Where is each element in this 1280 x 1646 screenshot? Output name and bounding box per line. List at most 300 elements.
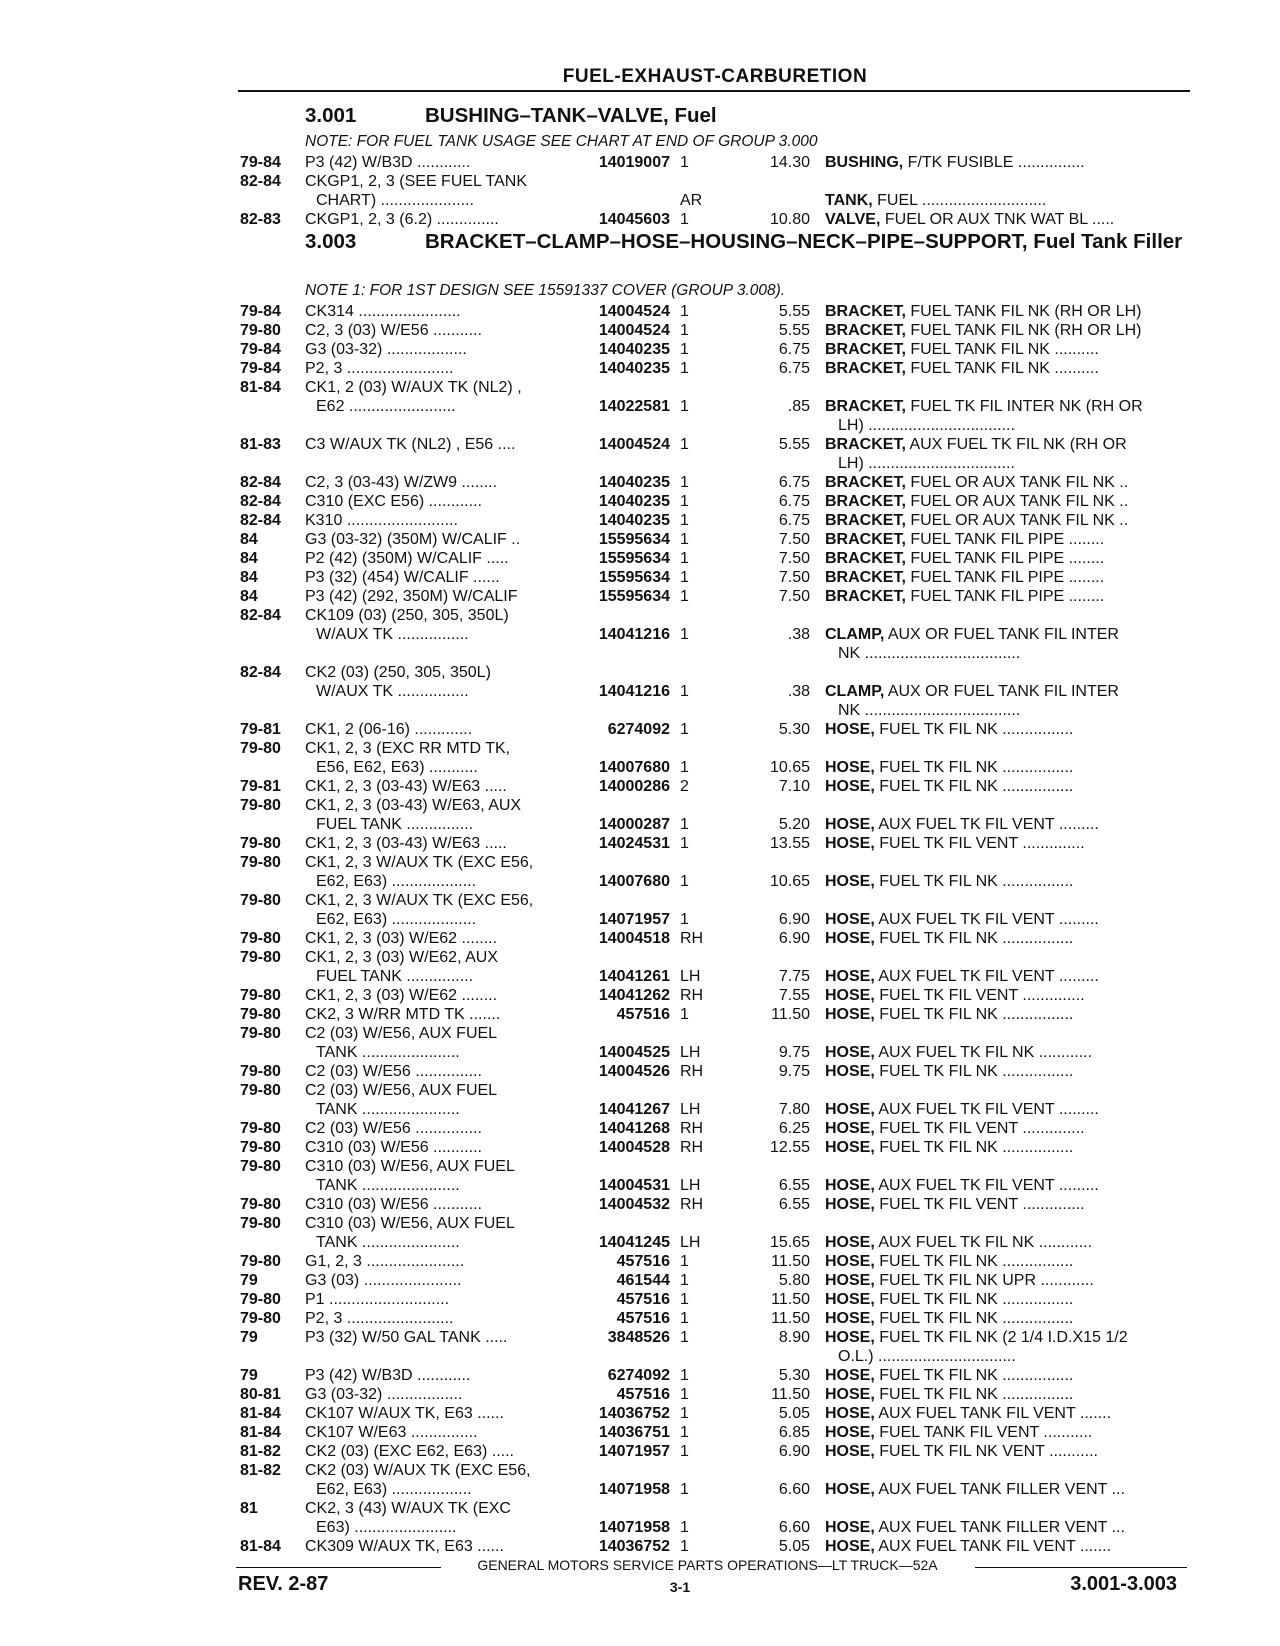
part-name: BUSHING,	[825, 154, 904, 171]
part-detail: FUEL TANK FIL PIPE ........	[905, 588, 1105, 605]
parts-row	[0, 587, 1280, 606]
part-description	[825, 397, 1143, 416]
part-description	[825, 210, 1114, 229]
part-detail: AUX FUEL TK FIL NK ............	[874, 1044, 1093, 1061]
part-number: 6274092	[607, 721, 670, 738]
parts-row	[0, 1404, 1280, 1423]
list-price: 7.80	[778, 1101, 810, 1118]
part-number: 14041262	[598, 987, 670, 1004]
part-name: HOSE,	[825, 1120, 875, 1137]
part-description	[825, 625, 1119, 644]
part-name: BRACKET,	[825, 360, 906, 377]
model-years: 79-80	[240, 740, 281, 757]
part-detail: FUEL OR AUX TANK FIL NK ..	[905, 512, 1129, 529]
application: CK1, 2 (06-16) .............	[305, 721, 473, 738]
model-years: 81-84	[240, 379, 281, 396]
parts-row	[0, 1442, 1280, 1461]
part-name: HOSE,	[825, 1481, 875, 1498]
list-price: 11.50	[771, 1291, 810, 1308]
header-rule	[238, 90, 1190, 92]
part-detail: AUX FUEL TANK FILLER VENT ...	[874, 1519, 1125, 1536]
part-description	[825, 834, 1085, 853]
list-price: 5.30	[778, 721, 810, 738]
quantity: RH	[680, 1120, 704, 1137]
application: P3 (42) (292, 350M) W/CALIF	[305, 588, 518, 605]
part-description	[825, 191, 1046, 210]
application: G3 (03-32) (350M) W/CALIF ..	[305, 531, 521, 548]
quantity: 1	[680, 436, 689, 453]
model-years: 79-80	[240, 1025, 281, 1042]
list-price: 5.80	[778, 1272, 810, 1289]
list-price: 15.65	[769, 1234, 810, 1251]
part-detail: FUEL TK FIL NK ................	[874, 1386, 1074, 1403]
part-name: TANK,	[825, 192, 873, 209]
application: FUEL TANK ...............	[316, 968, 474, 985]
part-name: HOSE,	[825, 873, 875, 890]
application: CK1, 2, 3 W/AUX TK (EXC E56,	[305, 892, 534, 909]
application: CKGP1, 2, 3 (6.2) ..............	[305, 211, 499, 228]
part-description	[838, 1347, 1016, 1366]
part-detail: FUEL TK FIL VENT ..............	[874, 1196, 1085, 1213]
part-number: 14000287	[598, 816, 670, 833]
model-years: 81-82	[240, 1443, 281, 1460]
quantity: 1	[680, 154, 689, 171]
parts-row	[0, 191, 1280, 210]
quantity: 1	[680, 1367, 689, 1384]
part-detail: FUEL TK FIL NK ................	[874, 1291, 1074, 1308]
part-name: VALVE,	[825, 211, 881, 228]
quantity: RH	[680, 1063, 704, 1080]
quantity: 1	[680, 341, 689, 358]
part-description	[825, 435, 1127, 454]
part-number: 14000286	[598, 778, 670, 795]
model-years: 81-84	[240, 1424, 281, 1441]
footer-revision: REV. 2-87	[238, 1573, 329, 1595]
part-detail: FUEL TANK FIL NK (RH OR LH)	[905, 303, 1142, 320]
part-number: 14041245	[598, 1234, 670, 1251]
parts-row	[0, 416, 1280, 435]
group-title: BUSHING–TANK–VALVE, Fuel	[425, 104, 717, 127]
part-description	[825, 530, 1104, 549]
quantity: 1	[680, 1272, 689, 1289]
part-detail: AUX FUEL TK FIL NK (RH OR	[905, 436, 1127, 453]
list-price: 5.05	[778, 1538, 810, 1555]
list-price: 6.75	[778, 474, 810, 491]
part-detail: FUEL TK FIL NK ................	[874, 759, 1074, 776]
model-years: 79-84	[240, 154, 281, 171]
parts-row	[0, 1252, 1280, 1271]
model-years: 82-84	[240, 512, 281, 529]
part-number: 14004532	[598, 1196, 670, 1213]
footer-section-range: 3.001-3.003	[1070, 1573, 1177, 1595]
application: C310 (03) W/E56 ...........	[305, 1139, 482, 1156]
application: CK1, 2, 3 W/AUX TK (EXC E56,	[305, 854, 534, 871]
parts-row	[0, 511, 1280, 530]
list-price: 14.30	[769, 154, 810, 171]
parts-row	[0, 549, 1280, 568]
model-years: 84	[240, 531, 258, 548]
quantity: LH	[680, 1177, 701, 1194]
list-price: 8.90	[778, 1329, 810, 1346]
part-name: HOSE,	[825, 1386, 875, 1403]
quantity: 1	[680, 303, 689, 320]
part-number: 461544	[616, 1272, 670, 1289]
part-number: 14041267	[598, 1101, 670, 1118]
part-name: HOSE,	[825, 1310, 875, 1327]
part-number: 14024531	[598, 835, 670, 852]
quantity: 1	[680, 550, 689, 567]
part-detail: AUX FUEL TANK FIL VENT .......	[874, 1538, 1112, 1555]
part-description	[825, 1176, 1099, 1195]
application: CK1, 2 (03) W/AUX TK (NL2) ,	[305, 379, 522, 396]
part-name: HOSE,	[825, 1443, 875, 1460]
list-price: 11.50	[771, 1253, 810, 1270]
part-description	[825, 929, 1073, 948]
parts-row	[0, 815, 1280, 834]
group-title: BRACKET–CLAMP–HOSE–HOUSING–NECK–PIPE–SUPPORT, Fuel Tank Filler	[425, 230, 1183, 253]
quantity: RH	[680, 1139, 704, 1156]
list-price: 10.80	[769, 211, 810, 228]
part-detail: AUX FUEL TK FIL VENT .........	[874, 1177, 1099, 1194]
part-description	[825, 872, 1073, 891]
model-years: 79-80	[240, 797, 281, 814]
parts-row	[0, 1423, 1280, 1442]
part-number: 457516	[616, 1310, 670, 1327]
part-number: 14041216	[598, 683, 670, 700]
model-years: 82-84	[240, 607, 281, 624]
model-years: 79-84	[240, 360, 281, 377]
parts-row	[0, 435, 1280, 454]
application: TANK ......................	[316, 1044, 460, 1061]
quantity: 1	[680, 873, 689, 890]
list-price: 6.75	[778, 341, 810, 358]
quantity: 1	[680, 322, 689, 339]
application: G3 (03) ......................	[305, 1272, 462, 1289]
footer-rule-right	[975, 1567, 1187, 1568]
parts-row	[0, 1214, 1280, 1233]
part-description	[825, 1537, 1111, 1556]
list-price: 5.20	[778, 816, 810, 833]
model-years: 79-80	[240, 1215, 281, 1232]
parts-row	[0, 1461, 1280, 1480]
list-price: 5.55	[778, 322, 810, 339]
quantity: 1	[680, 683, 689, 700]
part-detail: AUX FUEL TK FIL VENT .........	[874, 816, 1099, 833]
model-years: 81-84	[240, 1538, 281, 1555]
part-detail: FUEL TK FIL NK ................	[874, 1310, 1074, 1327]
application: CK309 W/AUX TK, E63 ......	[305, 1538, 504, 1555]
application: CK1, 2, 3 (03-43) W/E63 .....	[305, 778, 507, 795]
application: CK107 W/E63 ...............	[305, 1424, 478, 1441]
model-years: 82-84	[240, 173, 281, 190]
part-description	[825, 682, 1119, 701]
part-number: 15595634	[598, 531, 670, 548]
part-name: BRACKET,	[825, 303, 906, 320]
part-number: 457516	[616, 1386, 670, 1403]
parts-row	[0, 473, 1280, 492]
model-years: 79-80	[240, 1006, 281, 1023]
parts-row	[0, 891, 1280, 910]
part-name: HOSE,	[825, 968, 875, 985]
application: C3 W/AUX TK (NL2) , E56 ....	[305, 436, 516, 453]
model-years: 79-81	[240, 721, 281, 738]
application: CK2, 3 W/RR MTD TK .......	[305, 1006, 501, 1023]
application: CK2, 3 (43) W/AUX TK (EXC	[305, 1500, 511, 1517]
model-years: 79-80	[240, 1139, 281, 1156]
model-years: 81	[240, 1500, 258, 1517]
list-price: 7.50	[778, 588, 810, 605]
model-years: 79-84	[240, 303, 281, 320]
list-price: 11.50	[771, 1310, 810, 1327]
parts-row	[0, 397, 1280, 416]
application: C310 (03) W/E56, AUX FUEL	[305, 1158, 515, 1175]
model-years: 79-80	[240, 949, 281, 966]
application: P1 ...........................	[305, 1291, 450, 1308]
part-detail: FUEL TANK FIL PIPE ........	[905, 569, 1105, 586]
list-price: 6.90	[778, 930, 810, 947]
page-header-title: FUEL-EXHAUST-CARBURETION	[562, 66, 868, 87]
part-number: 14071958	[598, 1519, 670, 1536]
quantity: RH	[680, 987, 704, 1004]
list-price: 6.55	[778, 1196, 810, 1213]
part-number: 14004524	[598, 303, 670, 320]
part-name: HOSE,	[825, 987, 875, 1004]
parts-row	[0, 454, 1280, 473]
part-number: 6274092	[607, 1367, 670, 1384]
model-years: 84	[240, 569, 258, 586]
application: CK314 .......................	[305, 303, 461, 320]
application: P2 (42) (350M) W/CALIF .....	[305, 550, 509, 567]
quantity: RH	[680, 1196, 704, 1213]
part-detail: FUEL TK FIL NK ................	[874, 930, 1074, 947]
parts-row	[0, 1100, 1280, 1119]
application: K310 .........................	[305, 512, 458, 529]
list-price: 7.75	[778, 968, 810, 985]
part-number: 457516	[616, 1253, 670, 1270]
list-price: 6.90	[778, 1443, 810, 1460]
list-price: 6.60	[778, 1481, 810, 1498]
parts-row	[0, 1309, 1280, 1328]
quantity: 1	[680, 398, 689, 415]
part-detail: AUX FUEL TK FIL NK ............	[874, 1234, 1093, 1251]
model-years: 79-84	[240, 341, 281, 358]
application: E63) .......................	[316, 1519, 457, 1536]
list-price: 9.75	[778, 1044, 810, 1061]
application: G1, 2, 3 ......................	[305, 1253, 465, 1270]
parts-row	[0, 739, 1280, 758]
part-detail: FUEL TK FIL NK ................	[874, 1367, 1074, 1384]
part-detail: AUX OR FUEL TANK FIL INTER	[884, 683, 1119, 700]
part-description	[825, 1480, 1125, 1499]
model-years: 81-82	[240, 1462, 281, 1479]
parts-row	[0, 663, 1280, 682]
part-name: HOSE,	[825, 1101, 875, 1118]
model-years: 79-80	[240, 1120, 281, 1137]
parts-row	[0, 1271, 1280, 1290]
part-detail: AUX OR FUEL TANK FIL INTER	[884, 626, 1119, 643]
quantity: 1	[680, 588, 689, 605]
quantity: 2	[680, 778, 689, 795]
part-detail: O.L.) ...............................	[838, 1348, 1016, 1365]
part-description	[825, 340, 1099, 359]
parts-row	[0, 1062, 1280, 1081]
part-name: HOSE,	[825, 816, 875, 833]
application: CKGP1, 2, 3 (SEE FUEL TANK	[305, 173, 527, 190]
list-price: .38	[787, 626, 810, 643]
part-number: 15595634	[598, 550, 670, 567]
part-detail: FUEL TANK FIL PIPE ........	[905, 531, 1105, 548]
parts-row	[0, 530, 1280, 549]
parts-row	[0, 568, 1280, 587]
part-description	[825, 1005, 1073, 1024]
part-number: 14004526	[598, 1063, 670, 1080]
application: W/AUX TK ................	[316, 683, 469, 700]
parts-row	[0, 340, 1280, 359]
application: CK2 (03) (250, 305, 350L)	[305, 664, 491, 681]
part-detail: FUEL TK FIL VENT ..............	[874, 987, 1085, 1004]
part-description	[825, 511, 1128, 530]
part-name: CLAMP,	[825, 626, 885, 643]
part-detail: FUEL TK FIL VENT ..............	[874, 1120, 1085, 1137]
quantity: 1	[680, 569, 689, 586]
part-name: HOSE,	[825, 930, 875, 947]
part-description	[825, 1252, 1073, 1271]
application: G3 (03-32) .................	[305, 1386, 463, 1403]
part-detail: FUEL TANK FIL PIPE ........	[905, 550, 1105, 567]
application: CK1, 2, 3 (EXC RR MTD TK,	[305, 740, 511, 757]
part-description	[838, 644, 1020, 663]
quantity: 1	[680, 759, 689, 776]
parts-row	[0, 644, 1280, 663]
part-name: HOSE,	[825, 759, 875, 776]
application: P3 (32) (454) W/CALIF ......	[305, 569, 500, 586]
part-detail: FUEL TK FIL INTER NK (RH OR	[905, 398, 1143, 415]
parts-row	[0, 929, 1280, 948]
part-name: HOSE,	[825, 1367, 875, 1384]
part-detail: NK ...................................	[838, 645, 1021, 662]
quantity: 1	[680, 1519, 689, 1536]
parts-row	[0, 986, 1280, 1005]
model-years: 82-84	[240, 474, 281, 491]
part-description	[825, 1309, 1073, 1328]
parts-row	[0, 1024, 1280, 1043]
model-years: 79-80	[240, 1196, 281, 1213]
parts-row	[0, 153, 1280, 172]
quantity: LH	[680, 1234, 701, 1251]
part-name: BRACKET,	[825, 322, 906, 339]
part-number: 14036752	[598, 1538, 670, 1555]
list-price: .38	[787, 683, 810, 700]
part-description	[825, 720, 1073, 739]
model-years: 82-84	[240, 493, 281, 510]
list-price: 10.65	[769, 873, 810, 890]
model-years: 79-80	[240, 1253, 281, 1270]
part-name: CLAMP,	[825, 683, 885, 700]
model-years: 84	[240, 588, 258, 605]
part-description	[825, 1119, 1085, 1138]
parts-row	[0, 1176, 1280, 1195]
footer-publisher: GENERAL MOTORS SERVICE PARTS OPERATIONS—LT TRUCK—52A	[477, 1557, 938, 1573]
application: CK1, 2, 3 (03) W/E62 ........	[305, 930, 498, 947]
quantity: 1	[680, 512, 689, 529]
list-price: 5.55	[778, 303, 810, 320]
part-description	[825, 1366, 1073, 1385]
parts-row	[0, 758, 1280, 777]
part-number: 14004524	[598, 322, 670, 339]
application: CK1, 2, 3 (03-43) W/E63, AUX	[305, 797, 522, 814]
application: CHART) .....................	[316, 192, 474, 209]
parts-row	[0, 492, 1280, 511]
part-name: HOSE,	[825, 1519, 875, 1536]
application: E56, E62, E63) ...........	[316, 759, 478, 776]
list-price: 6.55	[778, 1177, 810, 1194]
part-number: 14040235	[598, 360, 670, 377]
parts-row	[0, 378, 1280, 397]
application: CK1, 2, 3 (03) W/E62, AUX	[305, 949, 498, 966]
quantity: 1	[680, 531, 689, 548]
parts-row	[0, 302, 1280, 321]
application: G3 (03-32) ..................	[305, 341, 467, 358]
part-number: 14040235	[598, 512, 670, 529]
part-number: 15595634	[598, 569, 670, 586]
part-name: BRACKET,	[825, 588, 906, 605]
list-price: 6.90	[778, 911, 810, 928]
application: CK1, 2, 3 (03) W/E62 ........	[305, 987, 498, 1004]
part-name: BRACKET,	[825, 512, 906, 529]
application: FUEL TANK ...............	[316, 816, 474, 833]
part-number: 14036752	[598, 1405, 670, 1422]
parts-row	[0, 872, 1280, 891]
list-price: 11.50	[771, 1386, 810, 1403]
part-name: HOSE,	[825, 1006, 875, 1023]
parts-row	[0, 777, 1280, 796]
application: C310 (03) W/E56 ...........	[305, 1196, 482, 1213]
quantity: 1	[680, 1310, 689, 1327]
model-years: 81-83	[240, 436, 281, 453]
part-description	[825, 492, 1128, 511]
part-description	[825, 1385, 1073, 1404]
part-description	[825, 1043, 1092, 1062]
model-years: 82-84	[240, 664, 281, 681]
part-number: 14022581	[598, 398, 670, 415]
part-name: HOSE,	[825, 1329, 875, 1346]
part-name: HOSE,	[825, 1424, 875, 1441]
part-name: HOSE,	[825, 1177, 875, 1194]
part-number: 457516	[616, 1291, 670, 1308]
parts-row	[0, 625, 1280, 644]
parts-row	[0, 321, 1280, 340]
part-description	[825, 1195, 1085, 1214]
part-name: HOSE,	[825, 1196, 875, 1213]
part-name: BRACKET,	[825, 531, 906, 548]
part-description	[838, 454, 1015, 473]
part-number: 3848526	[607, 1329, 670, 1346]
part-number: 14004525	[598, 1044, 670, 1061]
application: TANK ......................	[316, 1177, 460, 1194]
group-note: NOTE: FOR FUEL TANK USAGE SEE CHART AT END OF GROUP 3.000	[305, 133, 818, 150]
part-detail: FUEL TANK FIL VENT ...........	[874, 1424, 1093, 1441]
quantity: 1	[680, 721, 689, 738]
part-name: HOSE,	[825, 1291, 875, 1308]
quantity: 1	[680, 1443, 689, 1460]
list-price: 6.25	[778, 1120, 810, 1137]
part-description	[825, 1328, 1128, 1347]
quantity: 1	[680, 911, 689, 928]
part-description	[838, 416, 1015, 435]
part-name: BRACKET,	[825, 550, 906, 567]
parts-row	[0, 1499, 1280, 1518]
quantity: LH	[680, 1044, 701, 1061]
